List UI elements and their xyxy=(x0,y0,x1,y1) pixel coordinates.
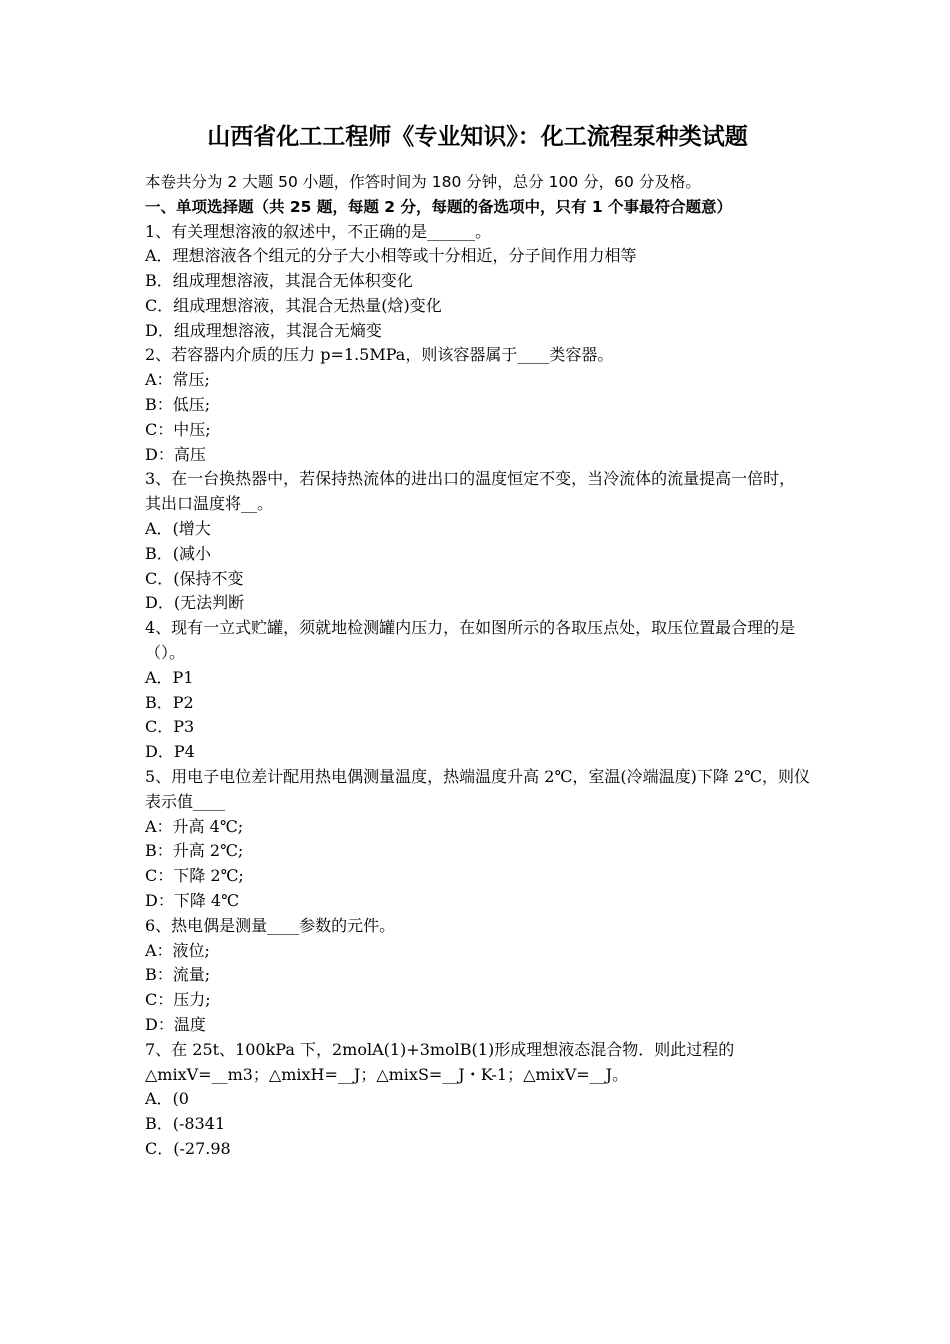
option-a: A．P1 xyxy=(145,667,194,687)
option-b: B：低压; xyxy=(145,395,211,415)
option-d: D：温度 xyxy=(145,1015,206,1034)
option-c: C．组成理想溶液，其混合无热量(焓)变化 xyxy=(145,295,442,315)
question-stem: 3、在一台换热器中，若保持热流体的进出口的温度恒定不变，当冷流体的流量提高一倍时，其出口温度将__。 xyxy=(145,469,796,514)
option-a: A：升高 4℃; xyxy=(145,816,244,836)
option-a: A．(增大 xyxy=(145,519,211,539)
option-a: A：常压; xyxy=(145,370,210,390)
section-heading: 一、单项选择题（共 25 题，每题 2 分，每题的备选项中，只有 1 个事最符合题意） xyxy=(145,198,733,216)
option-a: A．理想溶液各个组元的分子大小相等或十分相近，分子间作用力相等 xyxy=(145,246,637,266)
question-stem: 6、热电偶是测量____参数的元件。 xyxy=(145,915,396,935)
question-4 xyxy=(145,616,810,765)
option-c: C．P3 xyxy=(145,717,195,737)
question-6 xyxy=(145,914,810,1038)
option-d: D：下降 4℃ xyxy=(145,891,239,911)
document-title: 山西省化工工程师《专业知识》：化工流程泵种类试题 xyxy=(207,124,748,150)
option-d: D．组成理想溶液，其混合无熵变 xyxy=(145,320,382,340)
option-b: B．P2 xyxy=(145,692,194,712)
question-stem: 1、有关理想溶液的叙述中，不正确的是______。 xyxy=(145,221,492,241)
option-b: B．(减小 xyxy=(145,543,212,563)
exam-intro: 本卷共分为 2 大题 50 小题，作答时间为 180 分钟，总分 100 分，60 分及格。 xyxy=(145,173,701,191)
question-stem: 2、若容器内介质的压力 p=1.5MPa，则该容器属于____类容器。 xyxy=(145,345,614,365)
question-2 xyxy=(145,343,810,467)
question-stem: 4、现有一立式贮罐，须就地检测罐内压力，在如图所示的各取压点处，取压位置最合理的是（）。 xyxy=(145,618,796,663)
question-5 xyxy=(145,765,810,914)
option-c: C．(-27.98 xyxy=(145,1138,231,1158)
option-b: B．组成理想溶液，其混合无体积变化 xyxy=(145,271,413,291)
option-a: A．(0 xyxy=(145,1089,189,1109)
question-stem: 5、用电子电位差计配用热电偶测量温度，热端温度升高 2℃，室温(冷端温度)下降 2℃，则仪表示值____ xyxy=(145,767,810,811)
option-d: D．P4 xyxy=(145,742,195,762)
option-c: C：中压; xyxy=(145,419,211,439)
question-7 xyxy=(145,1038,810,1162)
option-b: B：升高 2℃; xyxy=(145,841,244,861)
question-stem: 7、在 25t、100kPa 下，2molA(1)+3molB(1)形成理想液态混合物．则此过程的△mixV=__m3；△mixH=__J；△mixS=__J・K-1；△mixV=__J。 xyxy=(145,1039,735,1084)
option-b: B．(-8341 xyxy=(145,1114,226,1134)
document-page xyxy=(145,120,810,1162)
option-d: D：高压 xyxy=(145,444,206,464)
option-d: D．(无法判断 xyxy=(145,593,245,613)
option-c: C：压力; xyxy=(145,990,211,1010)
option-c: C．(保持不变 xyxy=(145,568,244,588)
option-c: C：下降 2℃; xyxy=(145,866,244,886)
option-b: B：流量; xyxy=(145,965,211,985)
option-a: A：液位; xyxy=(145,940,210,960)
question-1 xyxy=(145,220,810,344)
question-3 xyxy=(145,467,810,616)
